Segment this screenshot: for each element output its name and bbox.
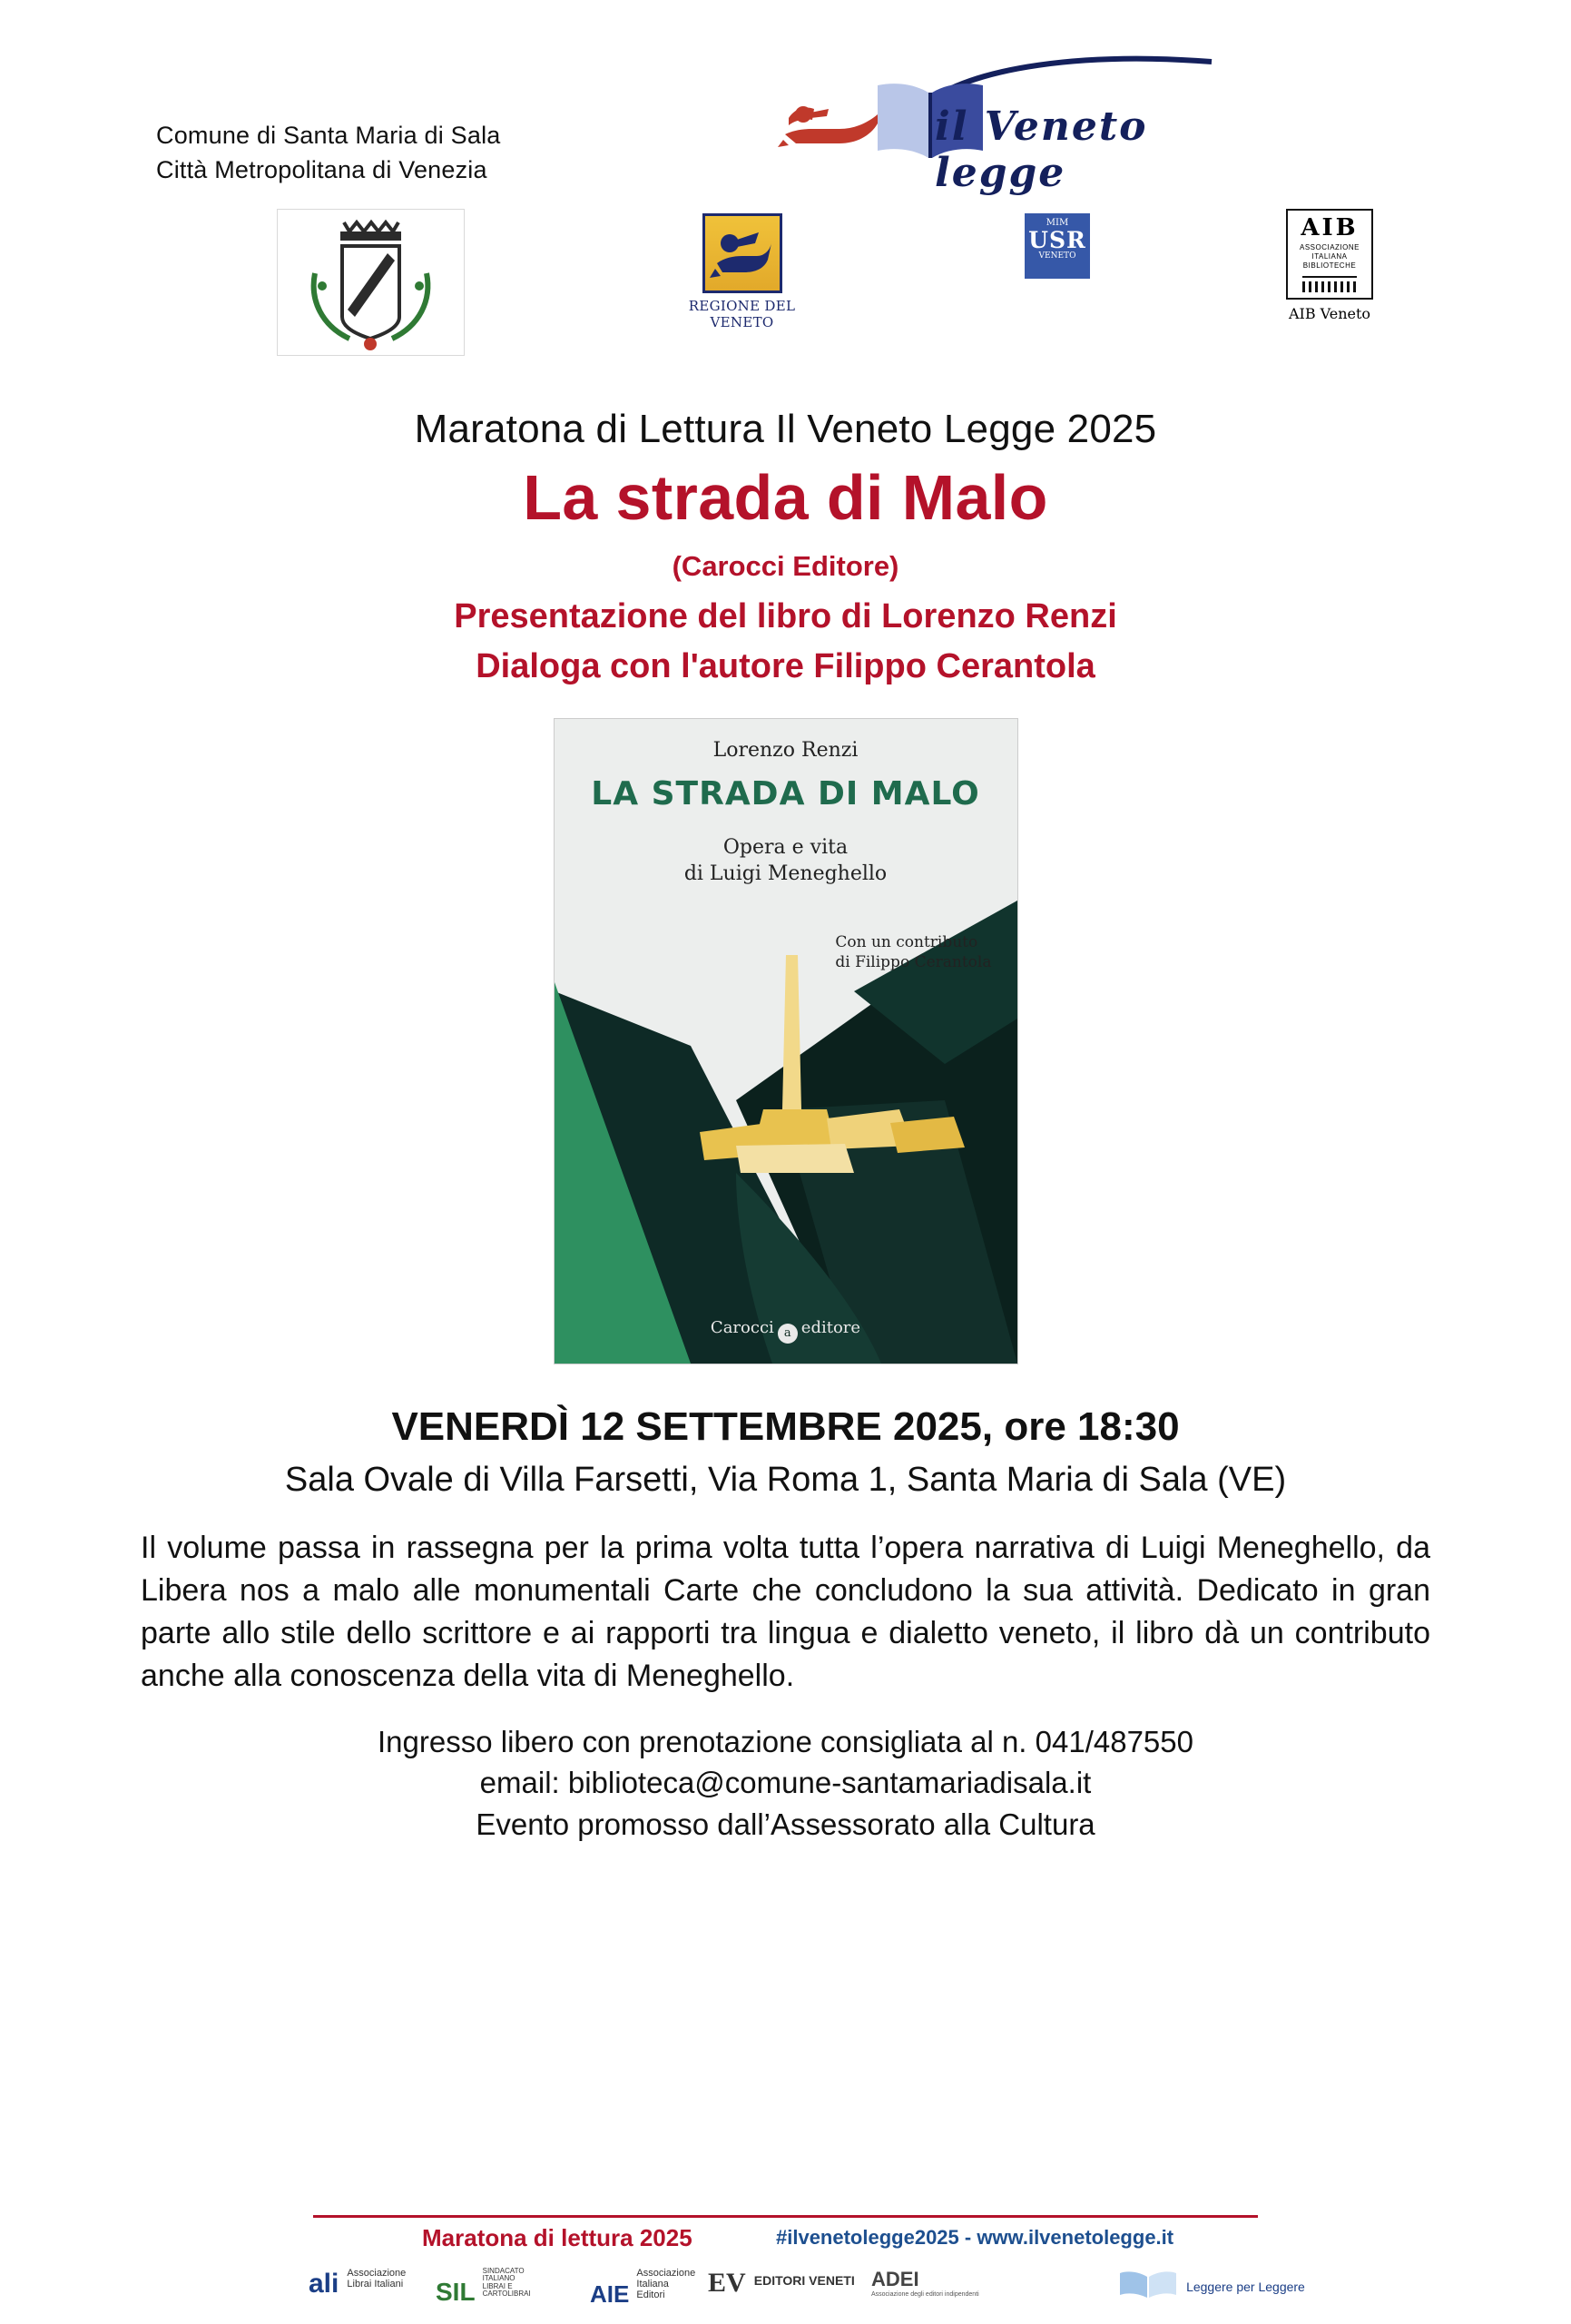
event-details xyxy=(0,1404,1571,1500)
footer-hashtag: #ilvenetolegge2025 - www.ilvenetolegge.it xyxy=(776,2226,1174,2249)
booking-line: Ingresso libero con prenotazione consigliata al n. 041/487550 xyxy=(378,1724,1193,1758)
cover-publisher-left: Carocci xyxy=(710,1318,774,1337)
publisher-label: (Carocci Editore) xyxy=(672,550,899,582)
cover-contribution-line-1: Con un contributo xyxy=(835,933,978,951)
dialogue-line: Dialoga con l'autore Filippo Cerantola xyxy=(476,647,1095,685)
partner-logo-sil xyxy=(436,2268,531,2307)
sponsor-footer xyxy=(0,2215,1571,2324)
regione-veneto-caption: REGIONE DEL VENETO xyxy=(688,298,796,330)
coat-of-arms-icon xyxy=(279,210,463,353)
cover-contribution-line-2: di Filippo Cerantola xyxy=(835,953,992,972)
il-veneto-legge-logo xyxy=(767,54,1257,196)
partner-logo-editori-veneti xyxy=(708,2268,855,2299)
cover-subtitle-line-2: di Luigi Meneghello xyxy=(683,862,888,885)
cover-subtitle-line-1: Opera e vita xyxy=(722,836,849,859)
presentation-line: Presentazione del libro di Lorenzo Renzi xyxy=(454,597,1117,635)
leggere-per-leggere-label: Leggere per Leggere xyxy=(1186,2280,1305,2294)
ali-wordmark: ali xyxy=(309,2269,339,2299)
carocci-mark-icon: a xyxy=(778,1324,798,1344)
stemma-comune-logo xyxy=(277,209,465,356)
comune-line-2: Città Metropolitana di Venezia xyxy=(156,156,487,184)
regione-veneto-logo xyxy=(685,213,799,330)
book-description: Il volume passa in rassegna per la prima volta tutta l’opera narrativa di Luigi Meneghello, da Libera nos a malo alle monumentali Carte che concludono la sua attività. Dedicato in gran parte allo stile dello scrittore e ai rapporti tra lingua e dialetto veneto, il libro dà un contributo anche alla conoscenza della vita di Meneghello. xyxy=(141,1531,1430,1693)
event-venue: Sala Ovale di Villa Farsetti, Via Roma 1, Santa Maria di Sala (VE) xyxy=(284,1461,1287,1499)
event-date: VENERDÌ 12 SETTEMBRE 2025, ore 18:30 xyxy=(391,1404,1180,1449)
sil-subtext: SINDACATO ITALIANO LIBRAI E CARTOLIBRAI xyxy=(482,2267,531,2299)
partner-logo-ali xyxy=(309,2268,406,2299)
adei-wordmark: ADEI xyxy=(871,2268,919,2290)
footer-maratona-label: Maratona di lettura 2025 xyxy=(422,2224,692,2251)
open-book-icon xyxy=(1116,2268,1180,2300)
editori-veneti-label: EDITORI VENETI xyxy=(753,2273,855,2288)
event-title: Maratona di Lettura Il Veneto Legge 2025 xyxy=(414,407,1157,451)
contact-info xyxy=(0,1721,1571,1846)
usr-line-1: MIM xyxy=(1046,218,1069,228)
footer-divider xyxy=(313,2215,1258,2218)
aib-icon xyxy=(1286,209,1373,300)
partner-logo-leggere-per-leggere xyxy=(1116,2268,1305,2303)
cover-publisher xyxy=(555,1318,1017,1344)
email-line: email: biblioteca@comune-santamariadisala.it xyxy=(479,1766,1092,1800)
cover-artwork-icon xyxy=(555,719,1017,1364)
poster-header xyxy=(0,0,1571,209)
cover-subtitle xyxy=(555,835,1017,887)
usr-veneto-icon xyxy=(1025,213,1090,279)
aib-caption: AIB Veneto xyxy=(1288,305,1371,322)
aib-veneto-logo xyxy=(1271,209,1389,322)
comune-line-1: Comune di Santa Maria di Sala xyxy=(156,122,501,149)
ev-wordmark: EV xyxy=(708,2268,746,2298)
il-veneto-legge-wordmark: il Veneto legge xyxy=(935,103,1148,196)
aib-subtext: ASSOCIAZIONE ITALIANA BIBLIOTECHE xyxy=(1299,243,1360,270)
aib-wordmark: AIB xyxy=(1301,214,1359,241)
book-cover-container xyxy=(0,719,1571,1368)
promoter-line: Evento promosso dall’Assessorato alla Cultura xyxy=(476,1807,1095,1841)
cover-title: LA STRADA DI MALO xyxy=(591,775,980,812)
aie-subtext: Associazione Italiana Editori xyxy=(636,2268,696,2301)
institutional-logos xyxy=(0,209,1571,381)
title-block xyxy=(0,407,1571,686)
book-title: La strada di Malo xyxy=(523,462,1048,533)
partner-logo-adei xyxy=(871,2268,979,2298)
cover-author: Lorenzo Renzi xyxy=(712,739,859,762)
cover-publisher-right: editore xyxy=(800,1318,861,1337)
usr-line-2: USR xyxy=(1028,226,1086,253)
usr-line-3: VENETO xyxy=(1038,251,1076,261)
aie-wordmark: AIE xyxy=(590,2280,630,2309)
adei-subtext: Associazione degli editori indipendenti xyxy=(871,2291,979,2298)
issuing-authority xyxy=(156,118,501,188)
usr-veneto-logo xyxy=(1007,213,1107,279)
winged-lion-icon xyxy=(708,216,777,285)
cover-contribution xyxy=(835,932,991,972)
regione-veneto-icon xyxy=(702,213,782,293)
ali-subtext: Associazione Librai Italiani xyxy=(347,2268,407,2290)
partner-logo-aie xyxy=(590,2268,695,2309)
book-cover-image xyxy=(555,719,1017,1364)
sil-wordmark: SIL xyxy=(436,2278,476,2307)
